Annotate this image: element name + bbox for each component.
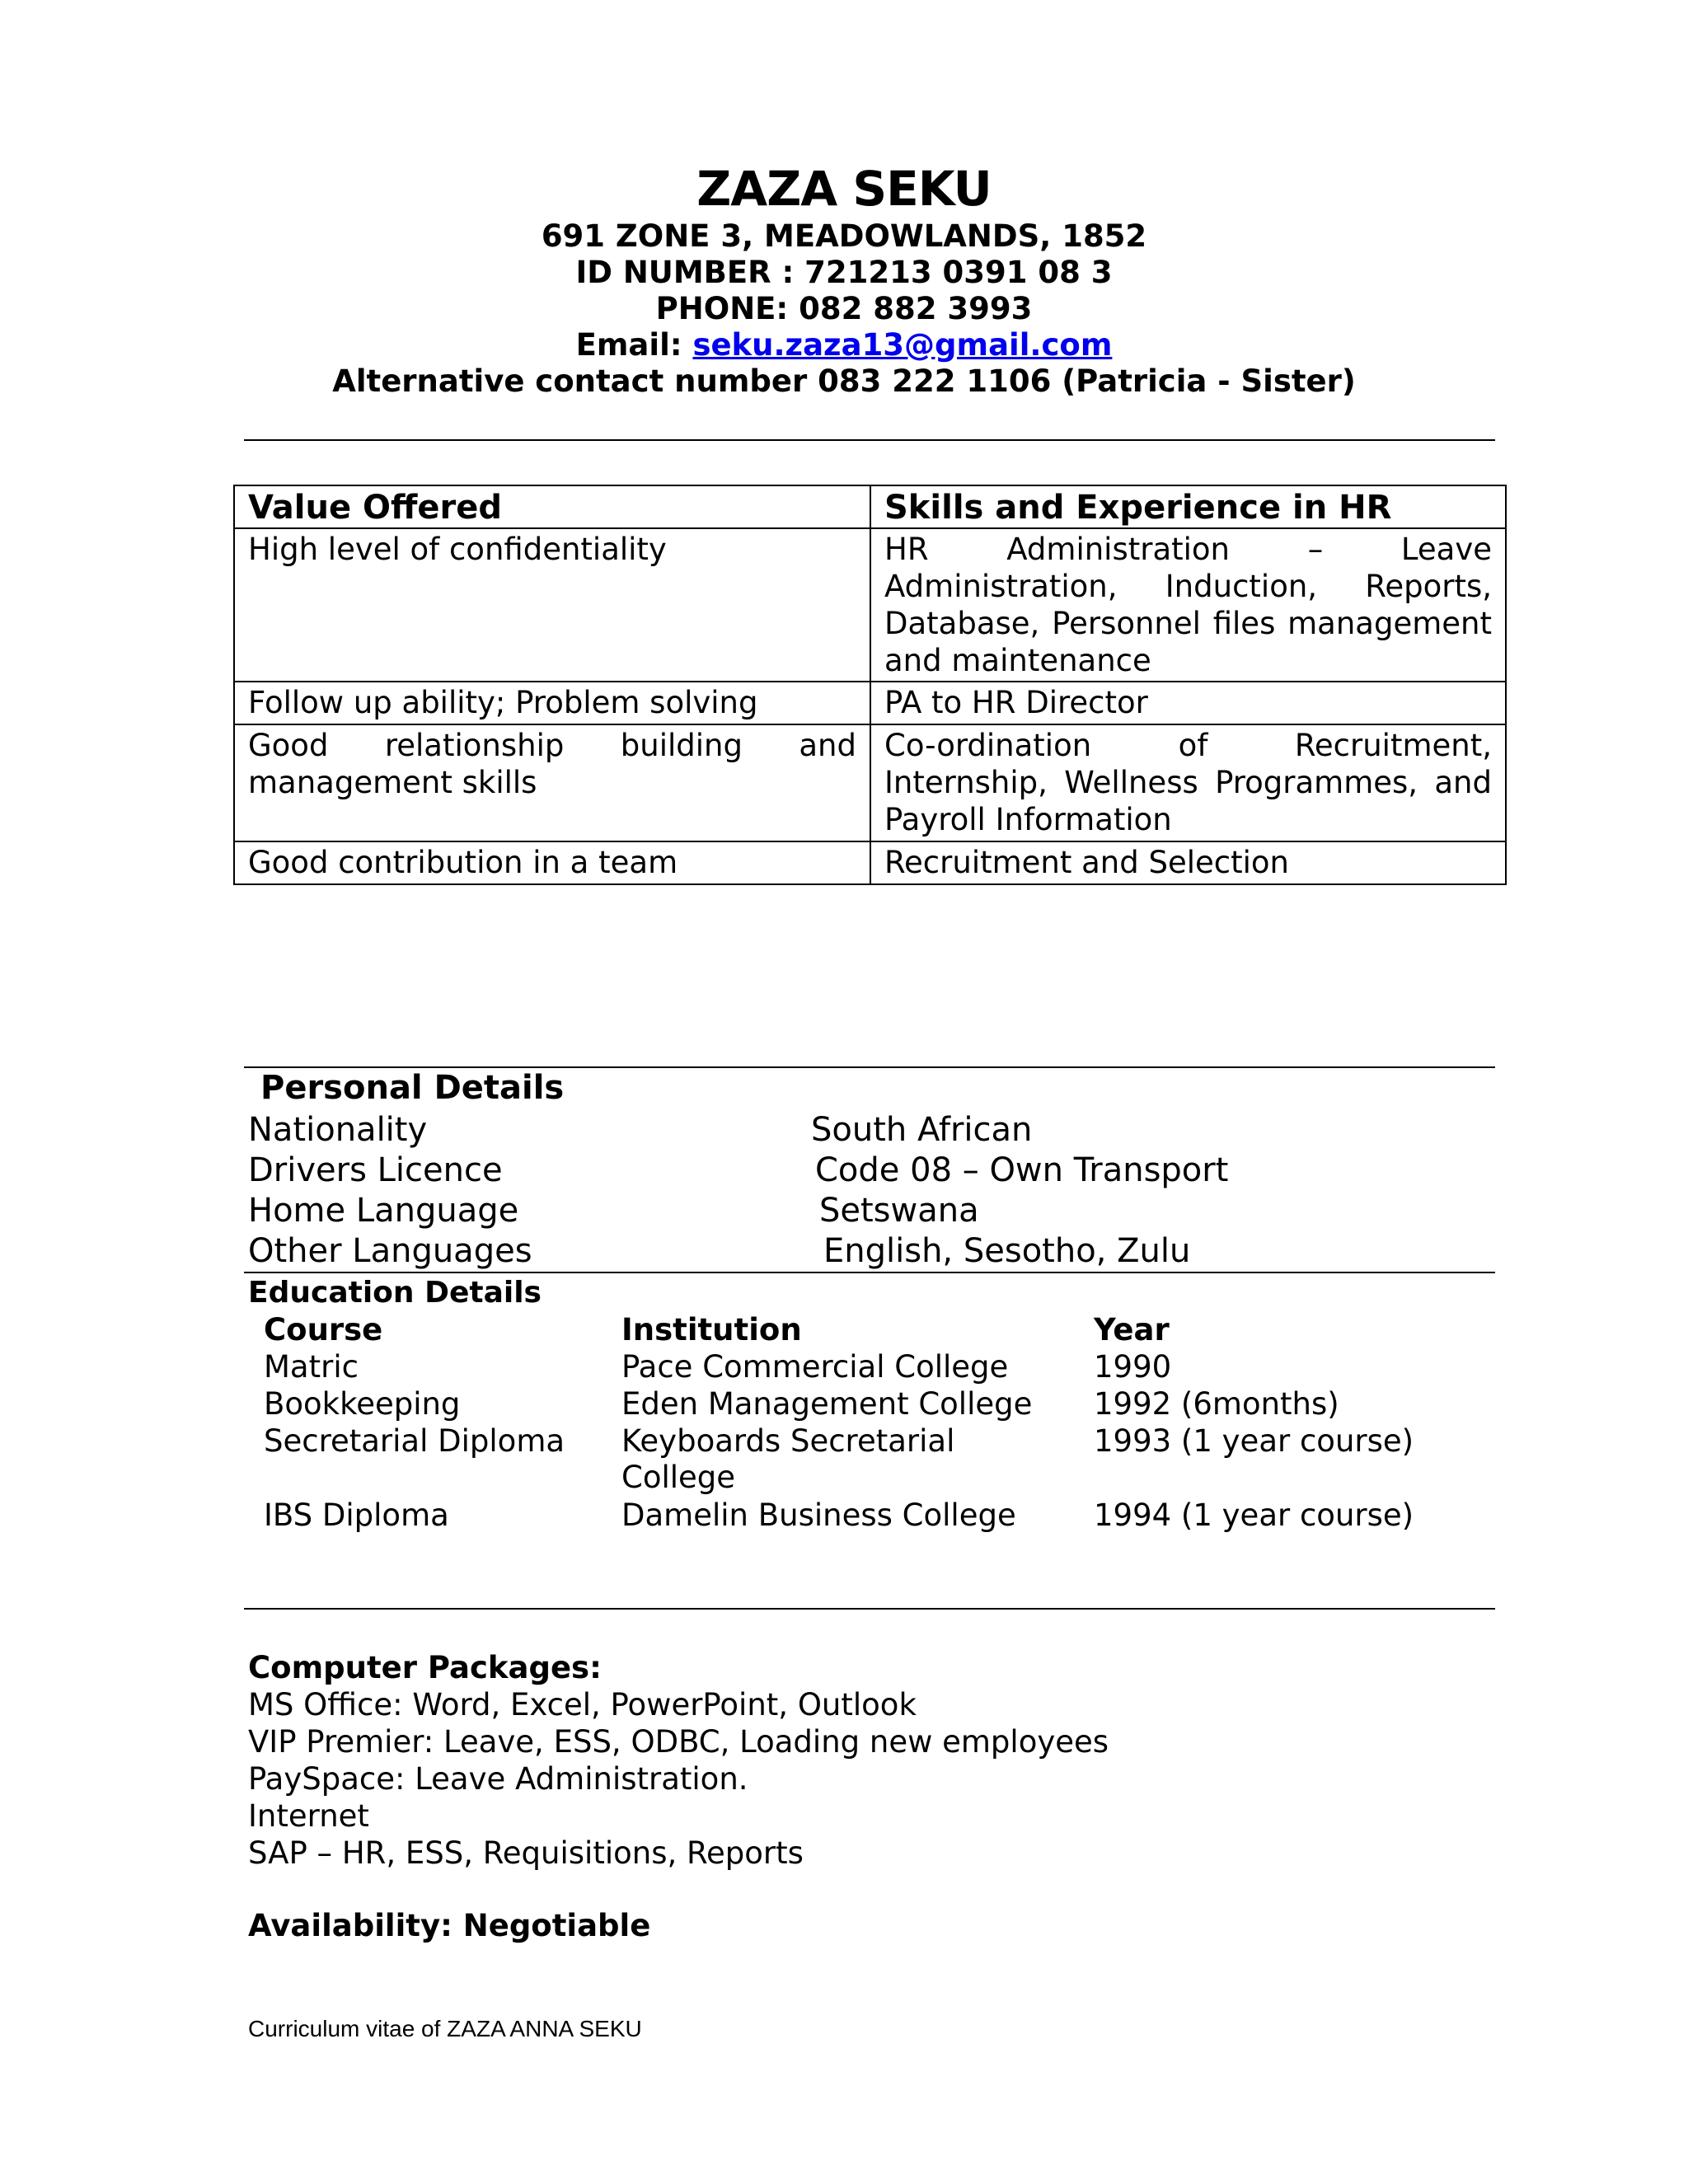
email-link[interactable]: seku.zaza13@gmail.com xyxy=(692,327,1113,363)
course-cell: Matric xyxy=(264,1349,359,1385)
package-line: SAP – HR, ESS, Requisitions, Reports xyxy=(248,1835,804,1871)
computer-packages-title: Computer Packages: xyxy=(248,1650,602,1685)
packages-divider xyxy=(244,1608,1495,1610)
availability: Availability: Negotiable xyxy=(248,1908,651,1943)
institution-cell: Damelin Business College xyxy=(621,1497,1016,1533)
skill-cell: PA to HR Director xyxy=(870,682,1506,724)
address: 691 ZONE 3, MEADOWLANDS, 1852 xyxy=(541,218,1147,254)
year-cell: 1990 xyxy=(1094,1349,1172,1385)
year-cell: 1993 (1 year course) xyxy=(1094,1423,1414,1459)
skills-header: Skills and Experience in HR xyxy=(870,485,1506,528)
package-line: Internet xyxy=(248,1798,369,1834)
value-cell: Follow up ability; Problem solving xyxy=(234,682,870,724)
personal-row xyxy=(248,1192,1484,1231)
personal-value: Setswana xyxy=(819,1192,979,1230)
skill-cell: Recruitment and Selection xyxy=(870,841,1506,884)
package-line: MS Office: Word, Excel, PowerPoint, Outlook xyxy=(248,1687,917,1722)
email-label: Email: xyxy=(575,327,693,363)
personal-label: Drivers Licence xyxy=(248,1151,503,1189)
education-details-title: Education Details xyxy=(248,1276,542,1310)
institution-cell: Keyboards Secretarial College xyxy=(621,1423,955,1495)
value-offered-header: Value Offered xyxy=(234,485,870,528)
personal-label: Nationality xyxy=(248,1111,428,1149)
institution-cell: Pace Commercial College xyxy=(621,1349,1009,1385)
candidate-name: ZAZA SEKU xyxy=(696,161,992,217)
course-cell: IBS Diploma xyxy=(264,1497,449,1533)
year-cell: 1994 (1 year course) xyxy=(1094,1497,1414,1533)
value-cell: Good relationship building and management skills xyxy=(234,724,870,841)
personal-row xyxy=(248,1232,1484,1272)
personal-value: Code 08 – Own Transport xyxy=(815,1151,1229,1189)
personal-label: Other Languages xyxy=(248,1232,532,1270)
personal-row xyxy=(248,1151,1484,1191)
table-row xyxy=(234,724,1506,841)
personal-value: South African xyxy=(811,1111,1033,1149)
header-divider xyxy=(244,439,1495,441)
institution-header: Institution xyxy=(621,1312,802,1347)
value-cell: Good contribution in a team xyxy=(234,841,870,884)
value-skills-table xyxy=(233,485,1507,885)
table-row xyxy=(234,841,1506,884)
package-line: VIP Premier: Leave, ESS, ODBC, Loading new employees xyxy=(248,1724,1109,1760)
personal-label: Home Language xyxy=(248,1192,519,1230)
personal-value: English, Sesotho, Zulu xyxy=(823,1232,1191,1270)
course-header: Course xyxy=(264,1312,383,1347)
course-cell: Secretarial Diploma xyxy=(264,1423,565,1459)
value-cell: High level of confidentiality xyxy=(234,528,870,682)
skill-cell: Co-ordination of Recruitment, Internship, Wellness Programmes, and Payroll Information xyxy=(870,724,1506,841)
personal-row xyxy=(248,1111,1484,1151)
personal-details-title: Personal Details xyxy=(260,1069,565,1107)
alternative-contact: Alternative contact number 083 222 1106 (Patricia - Sister) xyxy=(332,363,1356,399)
phone-number: PHONE: 082 882 3993 xyxy=(655,291,1033,326)
year-cell: 1992 (6months) xyxy=(1094,1386,1339,1422)
email-line xyxy=(0,327,1688,363)
institution-cell: Eden Management College xyxy=(621,1386,1033,1422)
table-row xyxy=(234,682,1506,724)
skill-cell: HR Administration – Leave Administration, Induction, Reports, Database, Personnel files management and maintenance xyxy=(870,528,1506,682)
personal-divider xyxy=(244,1066,1495,1068)
table-row xyxy=(234,528,1506,682)
year-header: Year xyxy=(1094,1312,1170,1347)
id-number: ID NUMBER : 721213 0391 08 3 xyxy=(575,255,1113,290)
course-cell: Bookkeeping xyxy=(264,1386,461,1422)
page-footer: Curriculum vitae of ZAZA ANNA SEKU xyxy=(248,2016,642,2041)
education-divider xyxy=(244,1272,1495,1273)
package-line: PaySpace: Leave Administration. xyxy=(248,1761,748,1797)
